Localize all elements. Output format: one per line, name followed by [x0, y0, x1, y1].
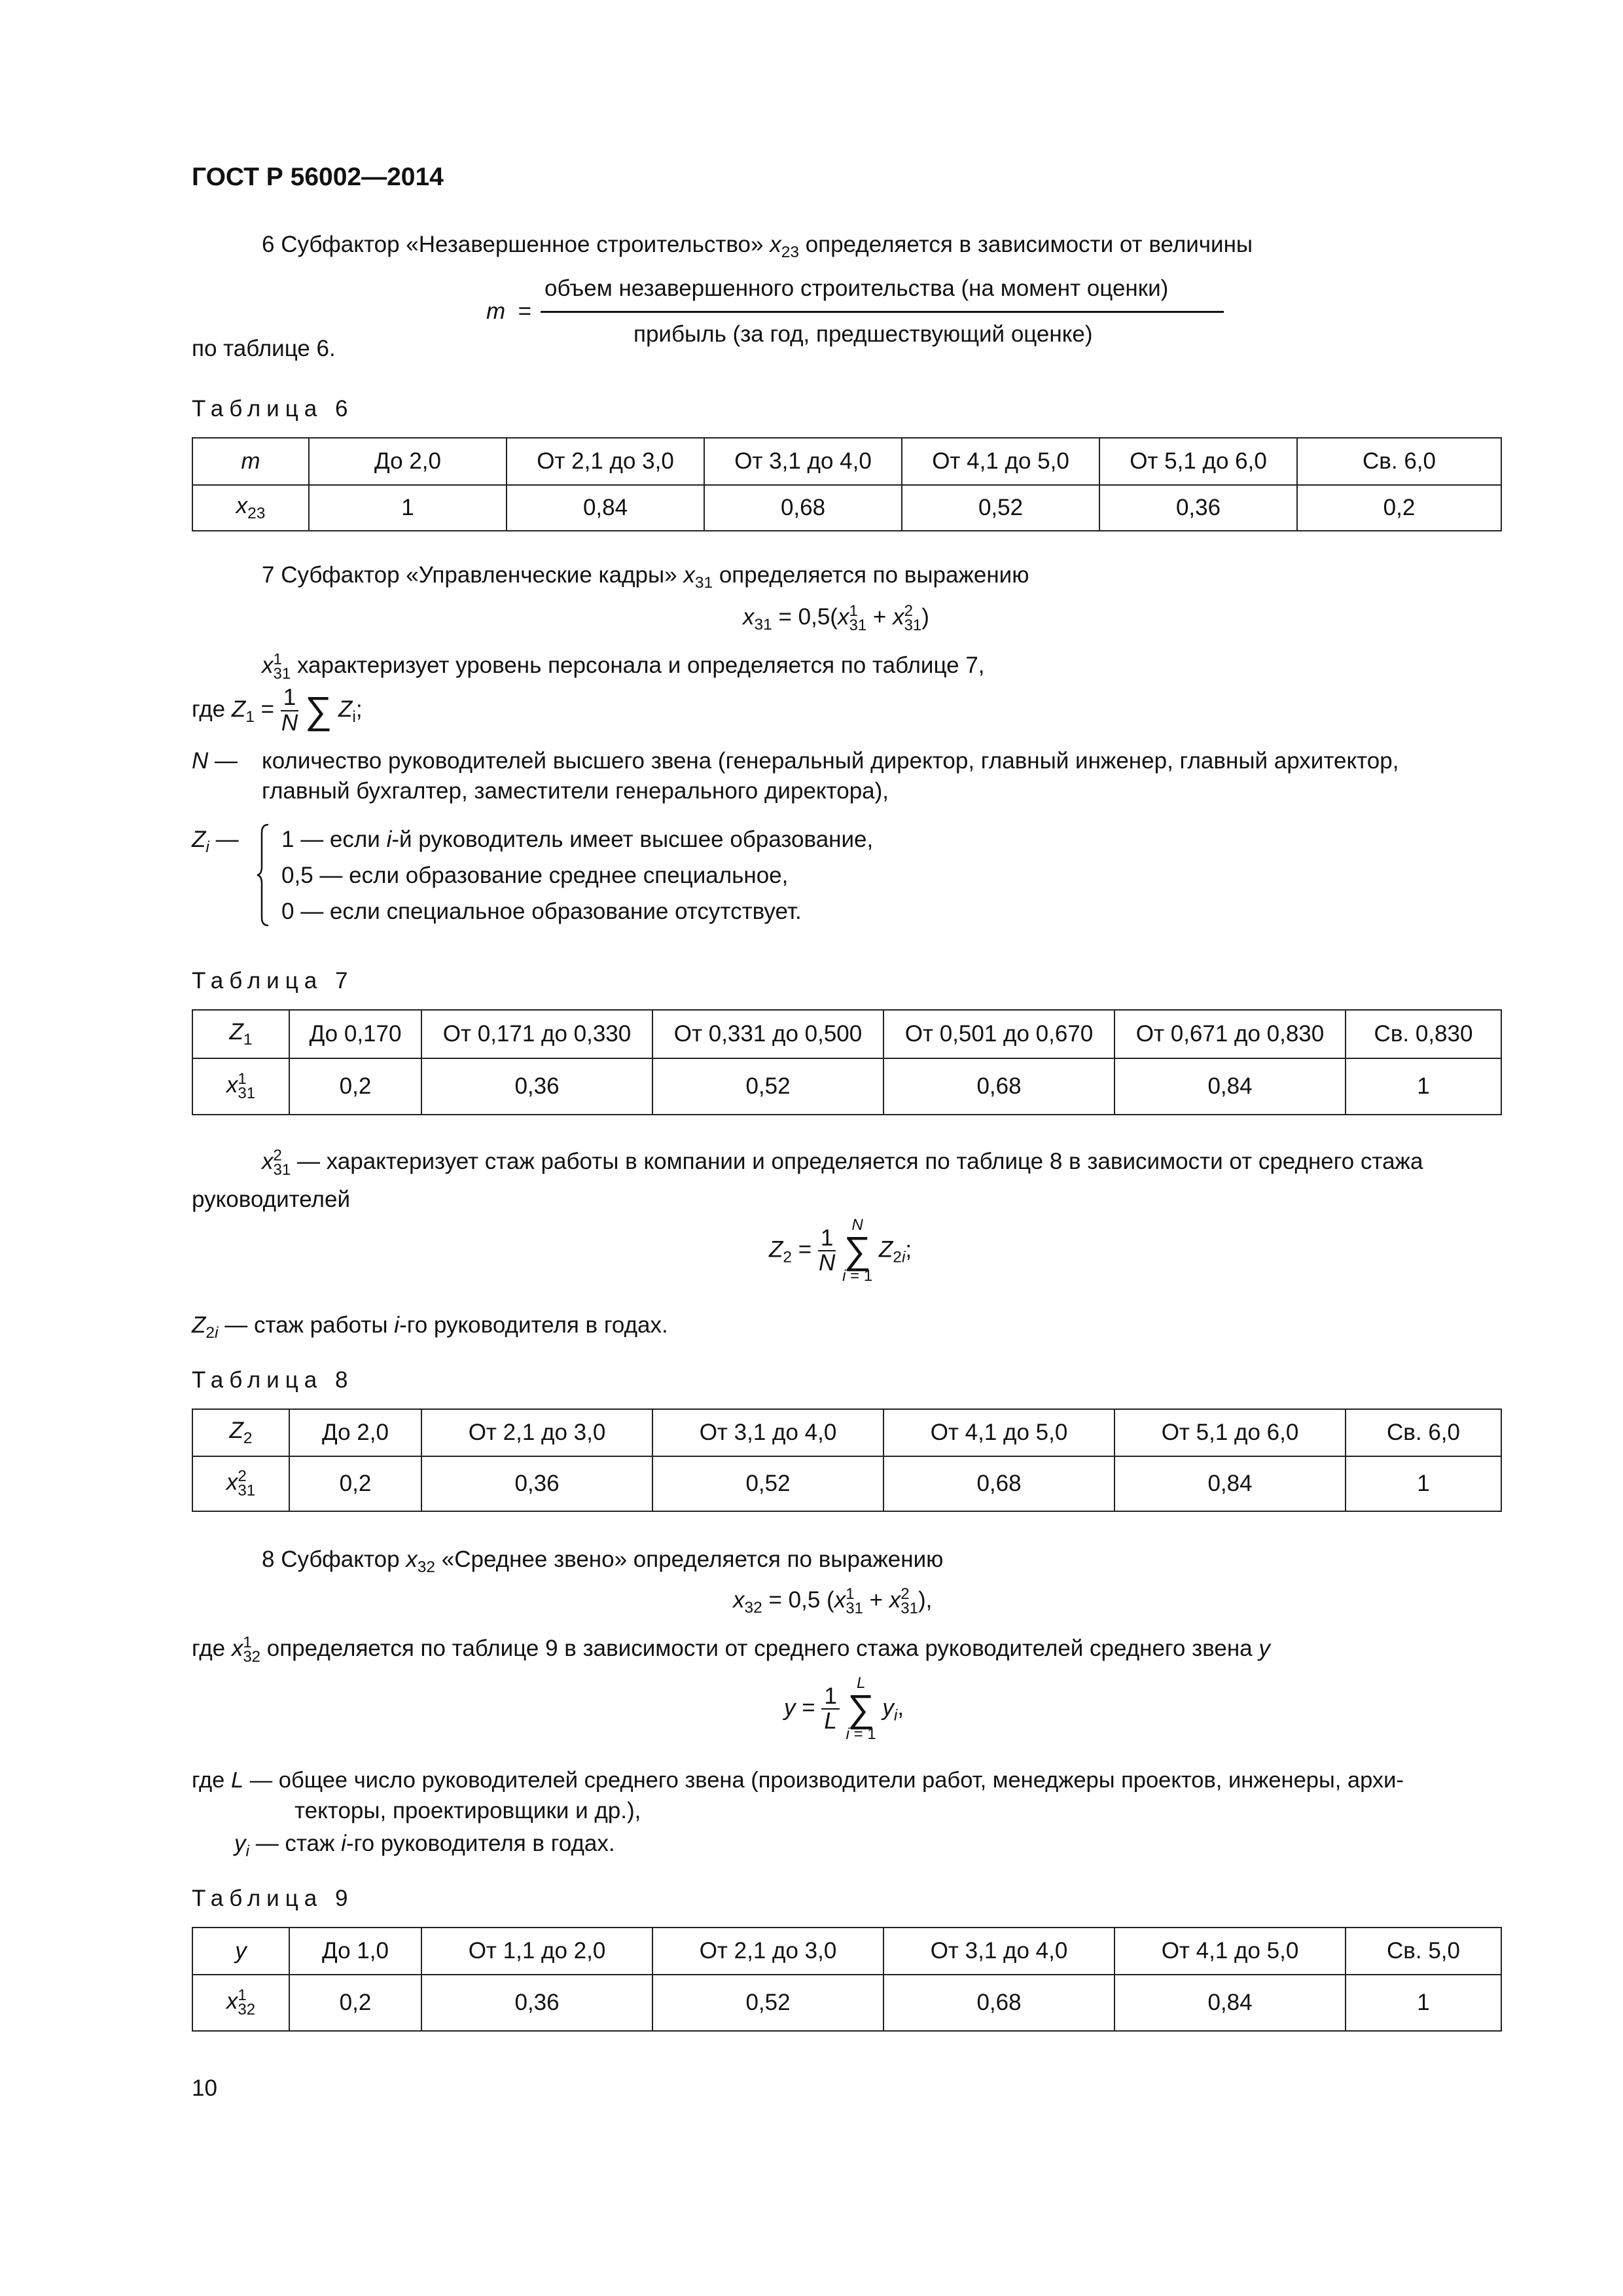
table-cell: От 4,1 до 5,0 [902, 438, 1099, 485]
sec6-outro: по таблице 6. [192, 336, 336, 361]
table-cell: $x_{23}$ [192, 485, 309, 531]
curly-brace [255, 822, 272, 928]
where-z1: где $Z_1$ = $\frac{1}{N}$ ∑ $Z_i$; [192, 685, 363, 736]
table-cell: 0,68 [704, 485, 902, 531]
table-8 [192, 1408, 1502, 1512]
table-7 [192, 1009, 1502, 1115]
table-cell: x 2 31 [192, 1456, 289, 1511]
table-cell: 0,84 [507, 485, 704, 531]
table-cell: x 1 31 [192, 1058, 289, 1115]
z2-formula: $Z_2$ = $\frac{1}{N}$ N ∑ i = 1 $Z_{2i}$; [769, 1216, 912, 1285]
fraction-line [541, 311, 1224, 313]
table-cell: 0,84 [1115, 1456, 1346, 1511]
zi-case-1: 1 — если i-й руководитель имеет высшее образование, [281, 827, 874, 852]
table-cell: От 0,331 до 0,500 [652, 1010, 883, 1058]
x231-desc-line2: руководителей [192, 1187, 350, 1212]
table-cell: 0,68 [883, 1058, 1115, 1115]
table-cell: 0,84 [1115, 1975, 1346, 2031]
x231-desc: x 2 31 — характеризует стаж работы в компании и определяется по таблице 8 в зависимости от среднего стажа [262, 1147, 1423, 1179]
table-cell: 0,2 [289, 1975, 421, 2031]
n-term: N — [192, 748, 238, 774]
sec6-intro: 6 Субфактор «Незавершенное строительство» $x_{23}$ определяется в зависимости от величины [262, 232, 1253, 261]
sec8-intro: 8 Субфактор $x_{32}$ «Среднее звено» определяется по выражению [262, 1547, 944, 1576]
table-cell: От 2,1 до 3,0 [421, 1409, 652, 1456]
table7-caption: Таблица 7 [192, 968, 354, 994]
table-cell: 0,52 [652, 1456, 883, 1511]
table-cell: m [192, 438, 309, 485]
z2i-def: $Z_{2i}$ — стаж работы i-го руководителя в годах. [192, 1312, 668, 1342]
document-header: ГОСТ Р 56002—2014 [192, 163, 444, 191]
zi-term: $Z_i$ — [192, 827, 239, 856]
table-cell: 1 [309, 485, 507, 531]
table-cell: y [192, 1928, 289, 1975]
table-cell: От 4,1 до 5,0 [1115, 1928, 1346, 1975]
table-cell: 0,36 [421, 1975, 652, 2031]
l-def-line2: текторы, проектировщики и др.), [294, 1798, 641, 1823]
formula-m-lhs: m = [486, 298, 532, 324]
sec8-formula: $x_{32} = 0,5$ (x 1 31 + x 2 31 ), [733, 1585, 933, 1617]
table-cell: 0,36 [1099, 485, 1297, 531]
x131-desc: x 1 31 характеризует уровень персонала и определяется по таблице 7, [262, 651, 985, 683]
formula-numerator: объем незавершенного строительства (на момент оценки) [544, 276, 1169, 301]
zi-case-3: 0 — если специальное образование отсутствует. [281, 899, 802, 924]
table-cell: От 5,1 до 6,0 [1099, 438, 1297, 485]
l-def-line1: где L — общее число руководителей среднего звена (производители работ, менеджеры проектов, инженеры, архи- [192, 1768, 1404, 1793]
table-cell: 0,36 [421, 1058, 652, 1115]
table-cell: От 2,1 до 3,0 [652, 1928, 883, 1975]
table-cell: 0,2 [289, 1058, 421, 1115]
table-cell: До 0,170 [289, 1010, 421, 1058]
table-9 [192, 1927, 1502, 2032]
sec7-formula: $x_{31} = 0,5(x$ 1 31 + x 2 31 ) [743, 602, 929, 634]
table8-caption: Таблица 8 [192, 1367, 354, 1393]
table-cell: Св. 5,0 [1346, 1928, 1501, 1975]
sec7-intro: 7 Субфактор «Управленческие кадры» $x_{31}$ определяется по выражению [262, 562, 1029, 592]
table-cell: 0,52 [652, 1058, 883, 1115]
y-formula: y = $\frac{1}{L}$ L ∑ i = 1 $y_i$, [784, 1674, 904, 1744]
table-cell: От 4,1 до 5,0 [883, 1409, 1115, 1456]
table-cell: $Z_1$ [192, 1010, 289, 1058]
table-cell: От 3,1 до 4,0 [652, 1409, 883, 1456]
table-cell: От 2,1 до 3,0 [507, 438, 704, 485]
table-cell: До 1,0 [289, 1928, 421, 1975]
formula-denominator: прибыль (за год, предшествующий оценке) [633, 321, 1093, 347]
table-cell: От 1,1 до 2,0 [421, 1928, 652, 1975]
table9-caption: Таблица 9 [192, 1886, 354, 1911]
table-cell: 0,52 [652, 1975, 883, 2031]
table-cell: 0,84 [1115, 1058, 1346, 1115]
table-6 [192, 437, 1502, 531]
table-cell: От 0,501 до 0,670 [883, 1010, 1115, 1058]
table-cell: 0,68 [883, 1456, 1115, 1511]
n-def-line2: главный бухгалтер, заместители генерального директора), [262, 778, 889, 804]
table-cell: 1 [1346, 1456, 1501, 1511]
sec8-where: где x 1 32 определяется по таблице 9 в зависимости от среднего стажа руководителей среднего звена y [192, 1634, 1270, 1666]
page-number: 10 [192, 2075, 217, 2101]
table-cell: От 0,171 до 0,330 [421, 1010, 652, 1058]
table-cell: От 3,1 до 4,0 [704, 438, 902, 485]
zi-case-2: 0,5 — если образование среднее специальное, [281, 863, 789, 888]
table-cell: До 2,0 [289, 1409, 421, 1456]
table-cell: x 1 32 [192, 1975, 289, 2031]
table-cell: 1 [1346, 1058, 1501, 1115]
table-cell: 0,2 [289, 1456, 421, 1511]
yi-def: $y_i$ — стаж i-го руководителя в годах. [234, 1831, 615, 1860]
n-def-line1: количество руководителей высшего звена (генеральный директор, главный инженер, главный архитектор, [262, 748, 1399, 774]
table-cell: Св. 0,830 [1346, 1010, 1501, 1058]
table-cell: Св. 6,0 [1297, 438, 1501, 485]
table-cell: От 0,671 до 0,830 [1115, 1010, 1346, 1058]
table6-caption: Таблица 6 [192, 396, 354, 422]
table-cell: 0,36 [421, 1456, 652, 1511]
table-cell: 0,68 [883, 1975, 1115, 2031]
table-cell: 1 [1346, 1975, 1501, 2031]
table-cell: $Z_2$ [192, 1409, 289, 1456]
table-cell: От 5,1 до 6,0 [1115, 1409, 1346, 1456]
table-cell: 0,52 [902, 485, 1099, 531]
table-cell: До 2,0 [309, 438, 507, 485]
table-cell: 0,2 [1297, 485, 1501, 531]
table-cell: От 3,1 до 4,0 [883, 1928, 1115, 1975]
table-cell: Св. 6,0 [1346, 1409, 1501, 1456]
